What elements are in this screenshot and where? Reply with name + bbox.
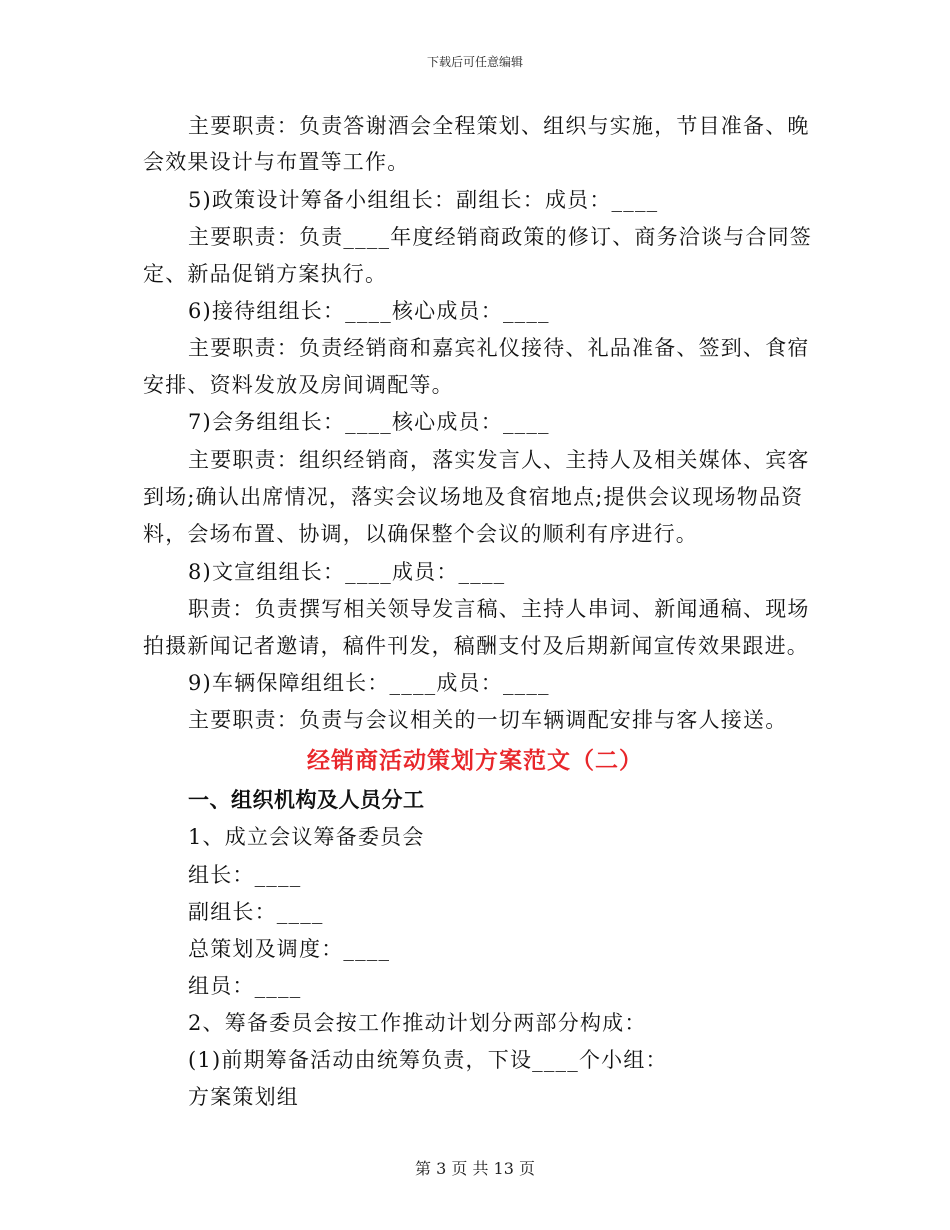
paragraph-line: 6)接待组组长：____核心成员：____: [188, 299, 550, 323]
paragraph-line: 安排、资料发放及房间调配等。: [143, 373, 454, 397]
paragraph-line: 职责：负责撰写相关领导发言稿、主持人串词、新闻通稿、现场: [188, 597, 810, 621]
paragraph-line: 主要职责：负责经销商和嘉宾礼仪接待、礼品准备、签到、食宿: [188, 336, 810, 360]
paragraph-line: (1)前期筹备活动由统筹负责，下设____个小组：: [188, 1048, 668, 1072]
paragraph-line: 定、新品促销方案执行。: [143, 262, 388, 286]
paragraph-line: 主要职责：负责答谢酒会全程策划、组织与实施，节目准备、晚: [188, 114, 810, 138]
paragraph-line: 拍摄新闻记者邀请，稿件刊发，稿酬支付及后期新闻宣传效果跟进。: [143, 634, 809, 658]
paragraph-line: 9)车辆保障组组长：____成员：____: [188, 671, 550, 695]
section-heading: 一、组织机构及人员分工: [188, 788, 425, 812]
section-title: 经销商活动策划方案范文（二）: [307, 748, 643, 774]
paragraph-line: 2、筹备委员会按工作推动计划分两部分构成：: [188, 1011, 647, 1035]
paragraph-line: 副组长：____: [188, 900, 324, 924]
paragraph-line: 主要职责：组织经销商，落实发言人、主持人及相关媒体、宾客: [188, 448, 810, 472]
paragraph-line: 组长：____: [188, 863, 302, 887]
paragraph-line: 主要职责：负责与会议相关的一切车辆调配安排与客人接送。: [188, 708, 788, 732]
paragraph-line: 8)文宣组组长：____成员：____: [188, 560, 506, 584]
paragraph-line: 总策划及调度：____: [188, 937, 391, 961]
page-footer: 第 3 页 共 13 页: [415, 1159, 535, 1178]
paragraph-line: 料，会场布置、协调，以确保整个会议的顺利有序进行。: [143, 522, 698, 546]
paragraph-line: 组员：____: [188, 974, 302, 998]
paragraph-line: 1、成立会议筹备委员会: [188, 825, 425, 849]
paragraph-line: 方案策划组: [188, 1085, 299, 1109]
paragraph-line: 到场;确认出席情况，落实会议场地及食宿地点;提供会议现场物品资: [143, 485, 804, 509]
page-header: 下载后可任意编辑: [426, 55, 523, 69]
paragraph-line: 5)政策设计筹备小组组长：副组长：成员：____: [188, 188, 659, 212]
paragraph-line: 7)会务组组长：____核心成员：____: [188, 410, 550, 434]
paragraph-line: 主要职责：负责____年度经销商政策的修订、商务洽谈与合同签: [188, 225, 812, 249]
paragraph-line: 会效果设计与布置等工作。: [143, 150, 410, 174]
